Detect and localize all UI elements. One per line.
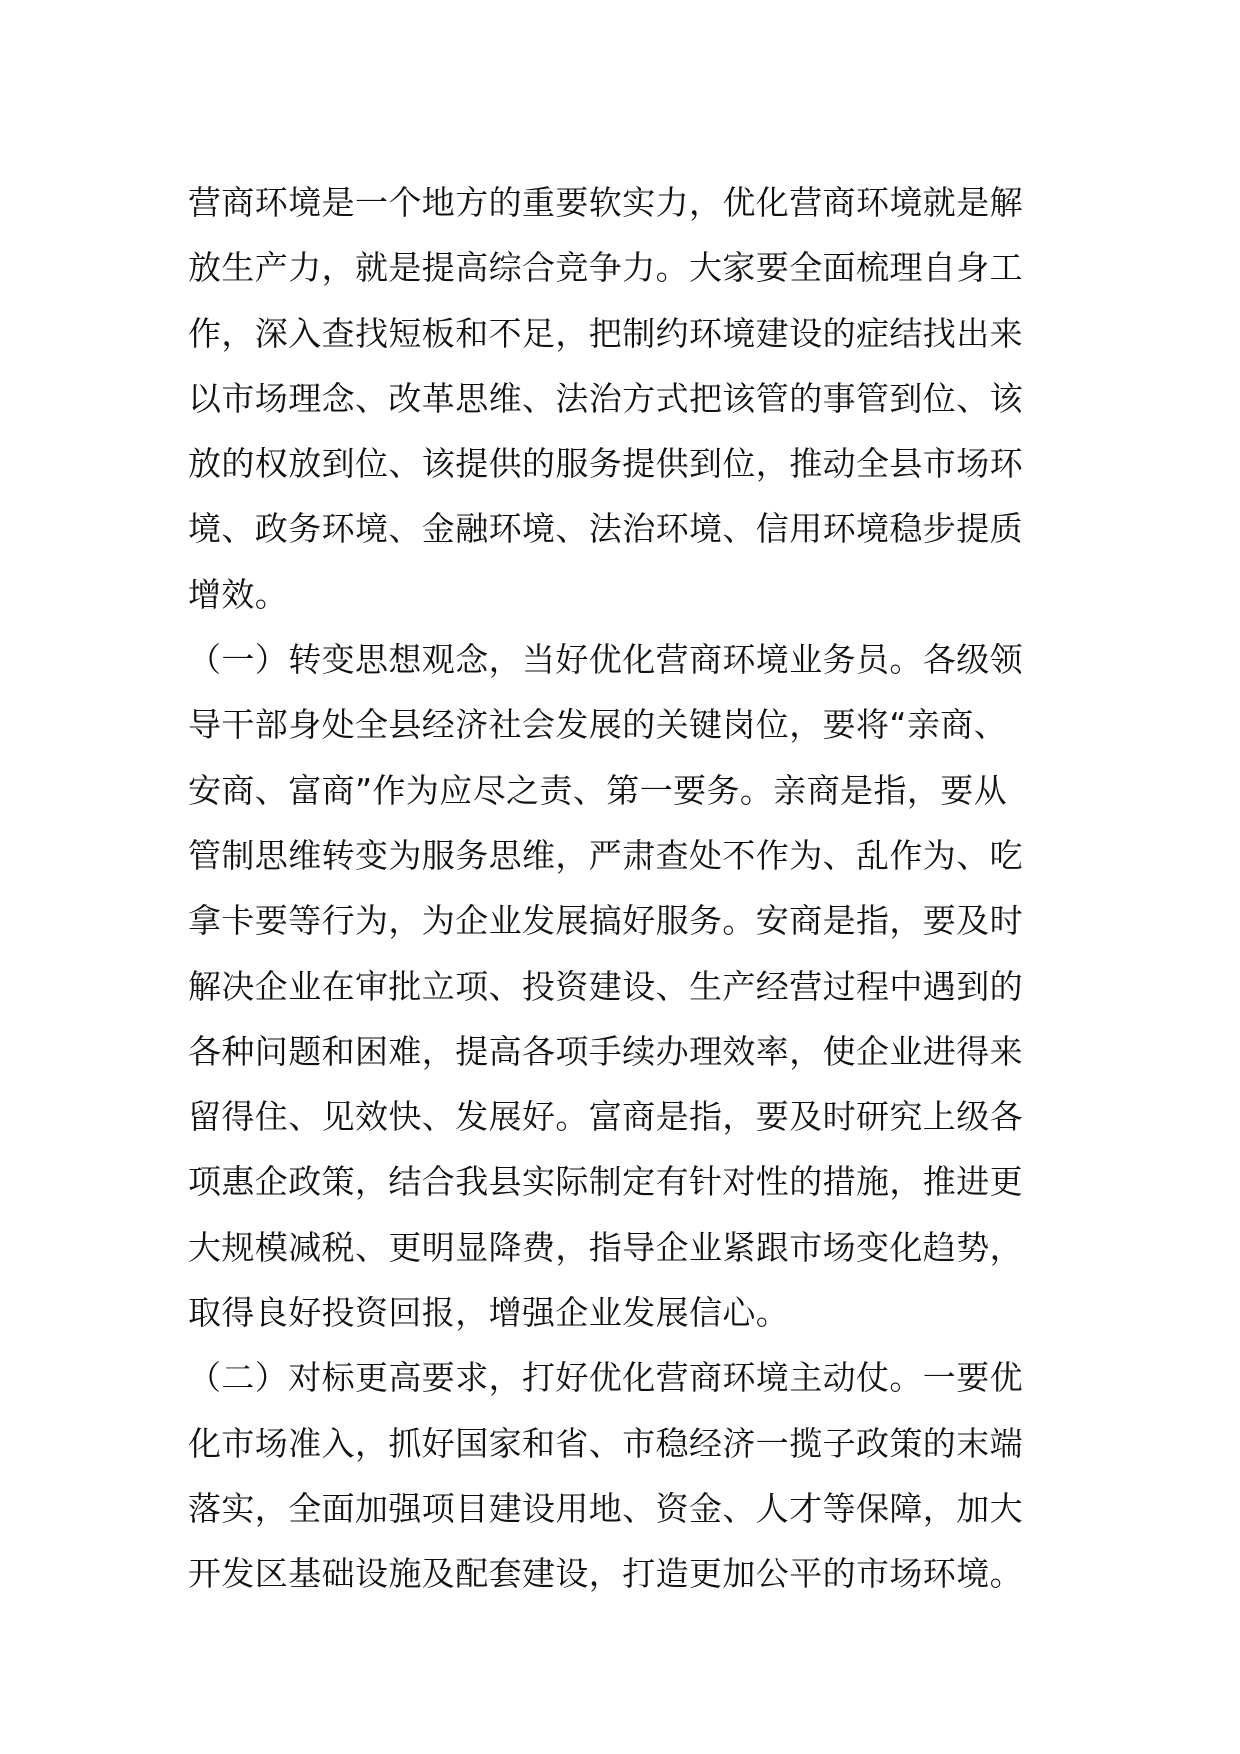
- text-line: 留得住、见效快、发展好。富商是指，要及时研究上级各: [188, 1097, 1023, 1137]
- text-line: 放生产力，就是提高综合竞争力。大家要全面梳理自身工: [188, 248, 1023, 288]
- text-line: 安商、富商”作为应尽之责、第一要务。亲商是指，要从: [188, 770, 1008, 810]
- section-heading-line: （二）对标更高要求，打好优化营商环境主动仗。一要优: [188, 1358, 1023, 1398]
- document-body: [188, 170, 1058, 1607]
- text-line: 增效。: [188, 574, 289, 614]
- text-line: 拿卡要等行为，为企业发展搞好服务。安商是指，要及时: [188, 901, 1023, 941]
- text-line: 作，深入查找短板和不足，把制约环境建设的症结找出来: [188, 313, 1023, 353]
- text-line: 管制思维转变为服务思维，严肃查处不作为、乱作为、吃: [188, 835, 1023, 875]
- text-line: 导干部身处全县经济社会发展的关键岗位，要将“亲商、: [188, 705, 1008, 745]
- section-heading-line: （一）转变思想观念，当好优化营商环境业务员。各级领: [188, 640, 1023, 680]
- text-line: 项惠企政策，结合我县实际制定有针对性的措施，推进更: [188, 1162, 1023, 1202]
- text-line: 境、政务环境、金融环境、法治环境、信用环境稳步提质: [188, 509, 1023, 549]
- text-line: 取得良好投资回报，增强企业发展信心。: [188, 1293, 790, 1333]
- text-line: 大规模减税、更明显降费，指导企业紧跟市场变化趋势，: [188, 1227, 1023, 1267]
- text-line: 以市场理念、改革思维、法治方式把该管的事管到位、该: [188, 378, 1023, 418]
- text-line: 化市场准入，抓好国家和省、市稳经济一揽子政策的末端: [188, 1423, 1023, 1463]
- text-line: 落实，全面加强项目建设用地、资金、人才等保障，加大: [188, 1488, 1023, 1528]
- text-line: 各种问题和困难，提高各项手续办理效率，使企业进得来: [188, 1031, 1023, 1071]
- text-line: 营商环境是一个地方的重要软实力，优化营商环境就是解: [188, 183, 1023, 222]
- text-line: 解决企业在审批立项、投资建设、生产经营过程中遇到的: [188, 966, 1023, 1006]
- text-line: 放的权放到位、该提供的服务提供到位，推动全县市场环: [188, 444, 1023, 484]
- text-line: 开发区基础设施及配套建设，打造更加公平的市场环境。: [188, 1554, 1023, 1594]
